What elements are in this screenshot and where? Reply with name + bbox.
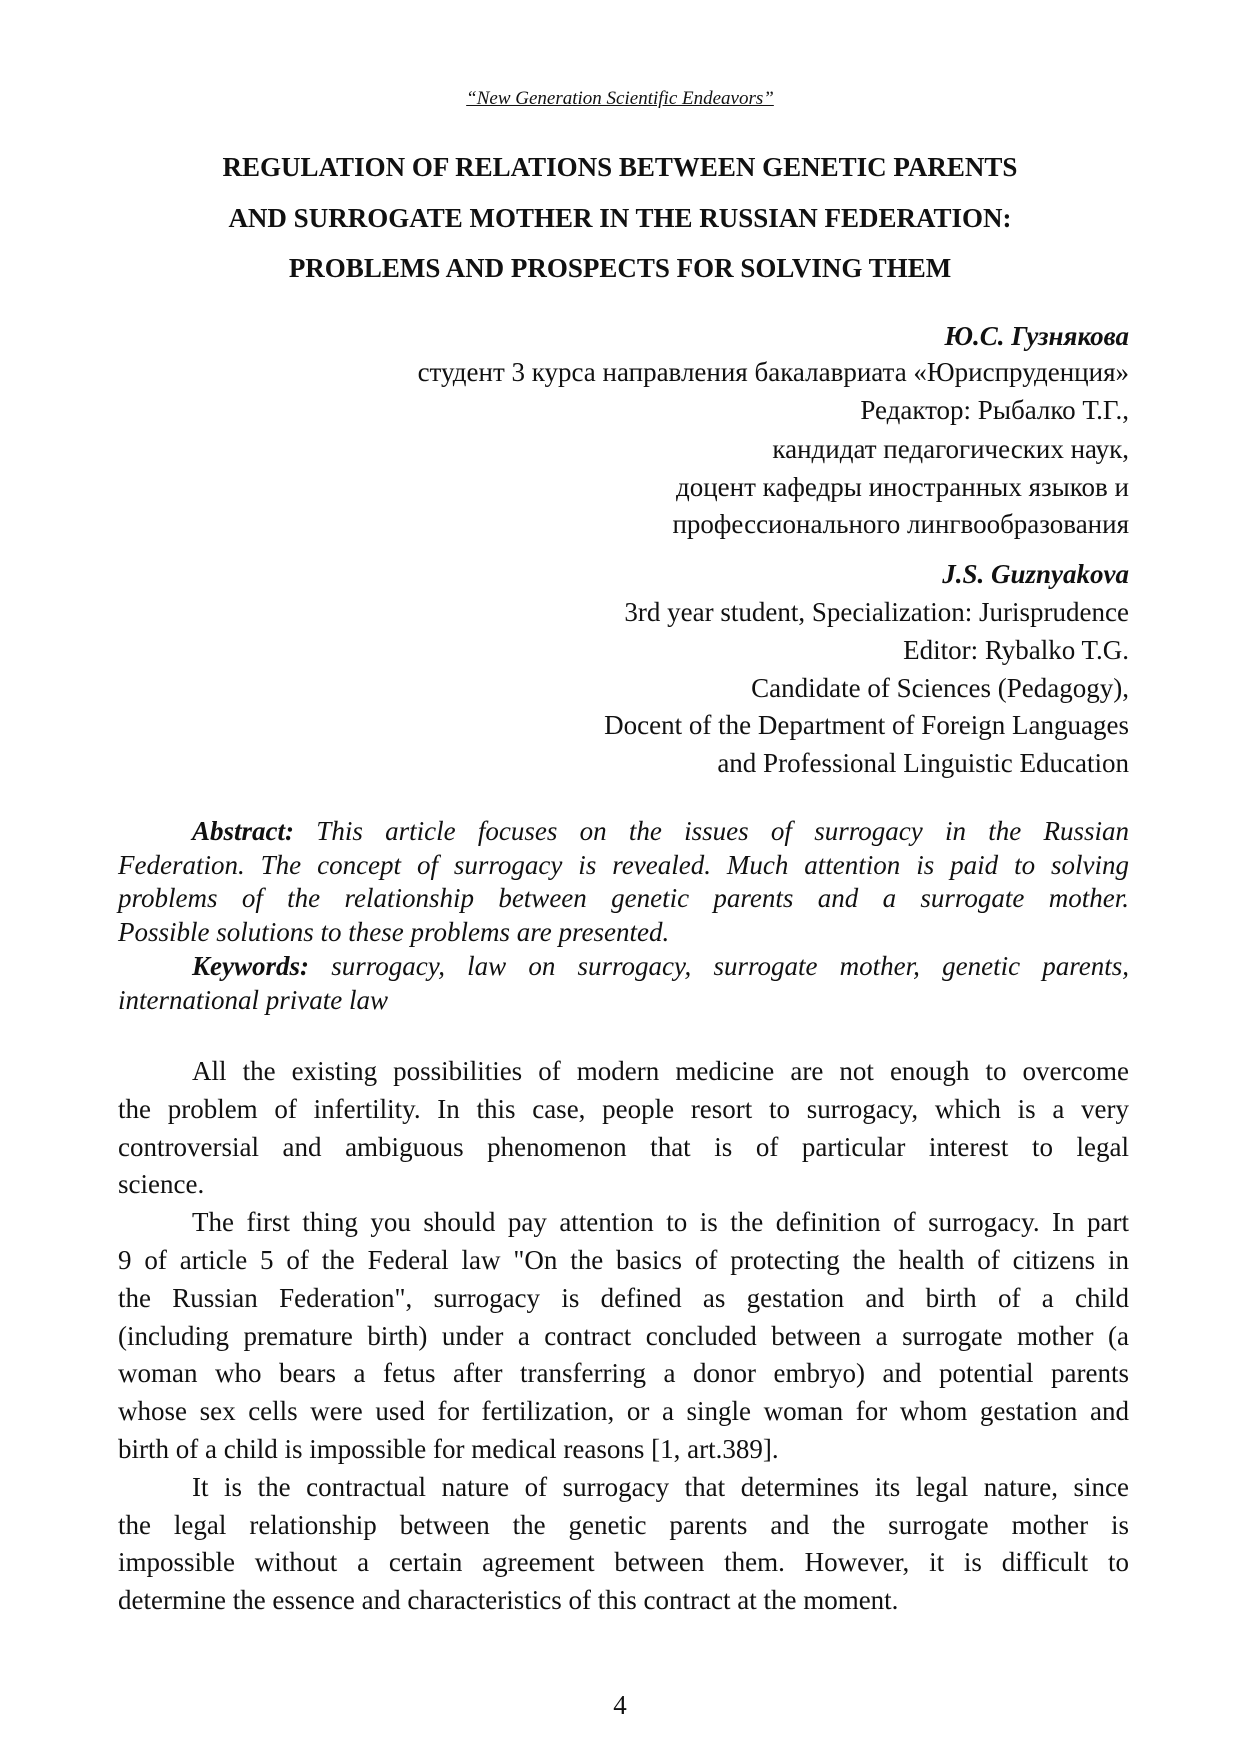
body-text-line: impossible without a certain agreement between them. However, it is difficult to <box>118 1547 1129 1578</box>
title-line: PROBLEMS AND PROSPECTS FOR SOLVING THEM <box>288 253 952 283</box>
author-name-ru: Ю.С. Гузнякова <box>944 321 1129 351</box>
author-info-en: Candidate of Sciences (Pedagogy), <box>751 673 1129 703</box>
body-text-line: birth of a child is impossible for medical reasons [1, art.389]. <box>118 1434 779 1464</box>
author-info-ru: студент 3 курса направления бакалавриата «Юриспруденция» <box>417 357 1129 387</box>
keywords-label: Keywords: <box>192 951 309 981</box>
author-info-en: Docent of the Department of Foreign Languages <box>604 710 1129 740</box>
body-text-line: the Russian Federation", surrogacy is defined as gestation and birth of a child <box>118 1282 1129 1313</box>
body-text-line: It is the contractual nature of surrogacy that determines its legal nature, since <box>192 1471 1129 1502</box>
body-text-line: the legal relationship between the genetic parents and the surrogate mother is <box>118 1509 1129 1540</box>
body-text-line: (including premature birth) under a contract concluded between a surrogate mother (a <box>118 1320 1129 1351</box>
page-number: 4 <box>613 1690 627 1720</box>
author-info-en: 3rd year student, Specialization: Jurisprudence <box>624 597 1129 627</box>
body-text-line: whose sex cells were used for fertilization, or a single woman for whom gestation and <box>118 1396 1129 1427</box>
body-text-line: The first thing you should pay attention to is the definition of surrogacy. In part <box>192 1207 1129 1238</box>
author-info-ru: Редактор: Рыбалко Т.Г., <box>860 395 1129 425</box>
body-text-line: science. <box>118 1169 205 1200</box>
body-text-line: 9 of article 5 of the Federal law "On the basics of protecting the health of citizens in <box>118 1245 1129 1275</box>
running-header: “New Generation Scientific Endeavors” <box>466 88 774 109</box>
abstract-label: Abstract: <box>192 816 295 846</box>
author-info-ru: доцент кафедры иностранных языков и <box>676 472 1129 502</box>
author-info-en: Editor: Rybalko T.G. <box>903 635 1129 665</box>
body-text-line: controversial and ambiguous phenomenon that is of particular interest to legal <box>118 1131 1129 1162</box>
body-text-line: determine the essence and characteristics of this contract at the moment. <box>118 1585 899 1616</box>
abstract-line: Possible solutions to these problems are presented. <box>118 917 670 947</box>
abstract-line: Federation. The concept of surrogacy is revealed. Much attention is paid to solving <box>118 850 1129 880</box>
keywords-line: Keywords: surrogacy, law on surrogacy, surrogate mother, genetic parents, <box>192 951 1130 981</box>
abstract-line: Abstract: This article focuses on the issues of surrogacy in the Russian <box>192 816 1130 846</box>
body-text-line: the problem of infertility. In this case, people resort to surrogacy, which is a very <box>118 1093 1129 1124</box>
author-info-en: and Professional Linguistic Education <box>717 748 1129 778</box>
author-info-ru: кандидат педагогических наук, <box>772 434 1129 464</box>
body-text-line: woman who bears a fetus after transferring a donor embryo) and potential parents <box>118 1358 1129 1389</box>
title-line: REGULATION OF RELATIONS BETWEEN GENETIC PARENTS <box>222 152 1018 182</box>
title-line: AND SURROGATE MOTHER IN THE RUSSIAN FEDERATION: <box>228 203 1012 233</box>
body-text-line: All the existing possibilities of modern medicine are not enough to overcome <box>192 1056 1129 1086</box>
author-name-en: J.S. Guznyakova <box>942 559 1129 589</box>
abstract-line: problems of the relationship between genetic parents and a surrogate mother. <box>118 883 1129 913</box>
keywords-line: international private law <box>118 985 388 1015</box>
author-info-ru: профессионального лингвообразования <box>672 509 1129 539</box>
